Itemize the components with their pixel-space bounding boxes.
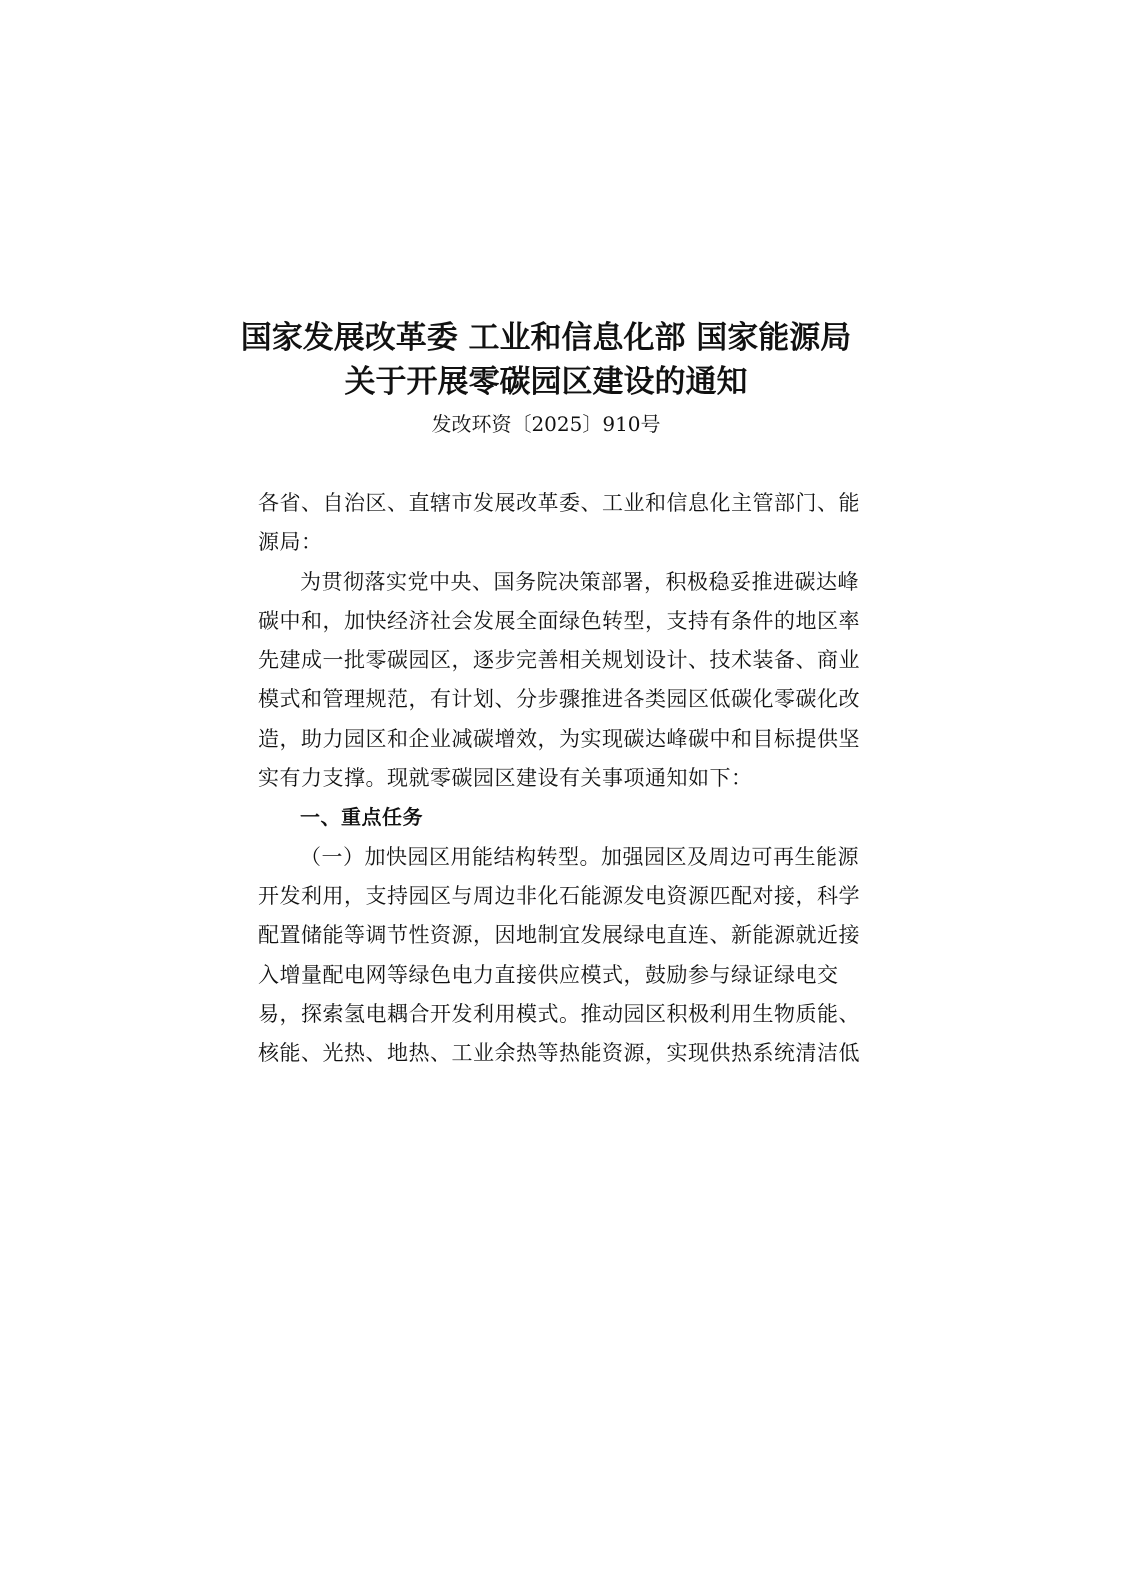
item-paragraph-line: 核能、光热、地热、工业余热等热能资源，实现供热系统清洁低 [258, 1041, 860, 1066]
item-paragraph-line: （一）加快园区用能结构转型。加强园区及周边可再生能源 [300, 844, 859, 869]
document-number: 发改环资〔2025〕910号 [431, 412, 661, 436]
item-paragraph-line: 开发利用，支持园区与周边非化石能源发电资源匹配对接，科学 [258, 883, 860, 908]
document-title-line-2: 关于开展零碳园区建设的通知 [344, 364, 748, 400]
addressee-line: 源局： [258, 530, 323, 555]
document-body [258, 484, 860, 1073]
item-paragraph-line: 配置储能等调节性资源，因地制宜发展绿电直连、新能源就近接 [258, 923, 860, 948]
intro-paragraph-line: 为贯彻落实党中央、国务院决策部署，积极稳妥推进碳达峰 [300, 569, 859, 594]
document-title-line-1: 国家发展改革委 工业和信息化部 国家能源局 [240, 320, 852, 356]
item-paragraph-line: 易，探索氢电耦合开发利用模式。推动园区积极利用生物质能、 [258, 1001, 860, 1026]
intro-paragraph-line: 实有力支撑。现就零碳园区建设有关事项通知如下： [258, 766, 753, 791]
section-heading: 一、重点任务 [300, 805, 423, 830]
intro-paragraph-line: 造，助力园区和企业减碳增效，为实现碳达峰碳中和目标提供坚 [258, 726, 860, 751]
intro-paragraph-line: 先建成一批零碳园区，逐步完善相关规划设计、技术装备、商业 [258, 648, 860, 673]
addressee-line: 各省、自治区、直辖市发展改革委、工业和信息化主管部门、能 [258, 491, 860, 515]
intro-paragraph-line: 模式和管理规范，有计划、分步骤推进各类园区低碳化零碳化改 [258, 687, 860, 712]
item-paragraph-line: 入增量配电网等绿色电力直接供应模式，鼓励参与绿证绿电交 [258, 962, 839, 987]
intro-paragraph-line: 碳中和，加快经济社会发展全面绿色转型，支持有条件的地区率 [258, 608, 860, 633]
